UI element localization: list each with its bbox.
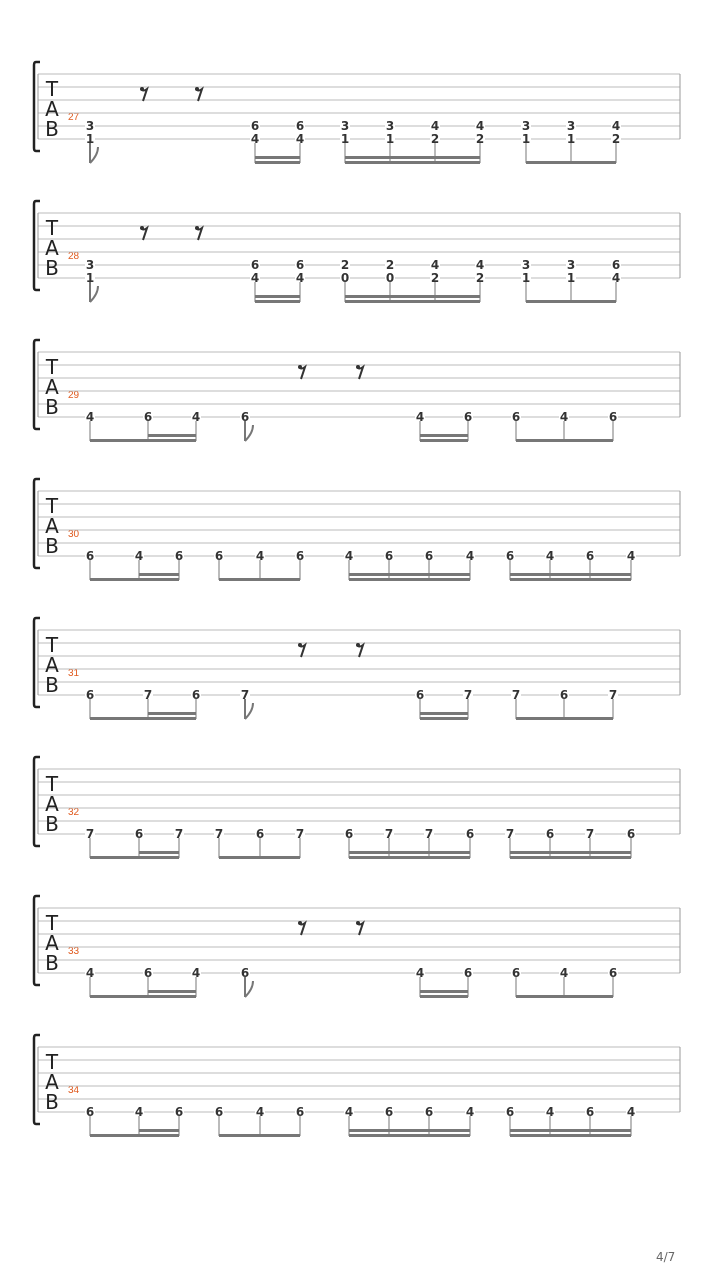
measure-number: 29 — [68, 390, 80, 401]
fret-number: 3 — [385, 119, 395, 133]
beam-secondary — [590, 1129, 631, 1132]
fret-number: 4 — [475, 258, 485, 272]
tab-system — [0, 1033, 720, 1172]
beam-secondary — [435, 295, 480, 298]
beam-secondary — [345, 156, 390, 159]
fret-number: 1 — [566, 271, 576, 285]
fret-number: 7 — [585, 827, 595, 841]
fret-number: 4 — [465, 1105, 475, 1119]
tab-clef-letter: T — [45, 772, 59, 796]
fret-number: 6 — [214, 549, 224, 563]
fret-number: 4 — [250, 132, 260, 146]
beam-secondary — [148, 712, 196, 715]
fret-number: 6 — [415, 688, 425, 702]
fret-number: 7 — [511, 688, 521, 702]
beam-secondary — [590, 851, 631, 854]
fret-number: 2 — [475, 271, 485, 285]
fret-number: 2 — [385, 258, 395, 272]
tab-clef-letter: B — [45, 673, 59, 697]
tab-clef-letter: T — [45, 1050, 59, 1074]
fret-number: 4 — [344, 549, 354, 563]
beam-secondary — [510, 1129, 550, 1132]
fret-number: 7 — [295, 827, 305, 841]
beam-secondary — [349, 851, 389, 854]
fret-number: 6 — [424, 549, 434, 563]
tab-clef-letter: T — [45, 911, 59, 935]
tab-clef-letter: A — [45, 1070, 59, 1094]
tab-clef-letter: B — [45, 117, 59, 141]
fret-number: 3 — [340, 119, 350, 133]
fret-number: 6 — [545, 827, 555, 841]
beam-primary — [516, 717, 613, 720]
tab-staff — [0, 60, 720, 199]
fret-number: 6 — [240, 966, 250, 980]
beam-secondary — [139, 851, 179, 854]
tab-clef-letter: B — [45, 951, 59, 975]
tab-clef-letter: A — [45, 653, 59, 677]
fret-number: 0 — [340, 271, 350, 285]
fret-number: 4 — [255, 1105, 265, 1119]
beam-secondary — [255, 295, 300, 298]
fret-number: 4 — [250, 271, 260, 285]
tab-clef-letter: B — [45, 534, 59, 558]
beam-primary — [219, 1134, 300, 1137]
beam-secondary — [429, 851, 470, 854]
fret-number: 6 — [465, 827, 475, 841]
beam-primary — [526, 300, 616, 303]
fret-number: 6 — [511, 966, 521, 980]
fret-number: 6 — [191, 688, 201, 702]
eighth-rest — [356, 365, 363, 379]
fret-number: 4 — [255, 549, 265, 563]
beam-secondary — [255, 156, 300, 159]
fret-number: 4 — [626, 1105, 636, 1119]
fret-number: 6 — [250, 119, 260, 133]
fret-number: 4 — [475, 119, 485, 133]
fret-number: 4 — [191, 966, 201, 980]
beam-primary — [90, 578, 179, 581]
fret-number: 6 — [608, 410, 618, 424]
fret-number: 4 — [344, 1105, 354, 1119]
fret-number: 6 — [174, 549, 184, 563]
fret-number: 7 — [240, 688, 250, 702]
measure-number: 32 — [68, 807, 80, 818]
fret-number: 6 — [463, 410, 473, 424]
system-bracket — [34, 618, 40, 707]
tab-system — [0, 338, 720, 477]
fret-number: 7 — [424, 827, 434, 841]
fret-number: 1 — [566, 132, 576, 146]
tab-clef-letter: T — [45, 494, 59, 518]
beam-primary — [510, 1134, 631, 1137]
fret-number: 1 — [385, 132, 395, 146]
tab-system — [0, 894, 720, 1033]
fret-number: 4 — [85, 966, 95, 980]
eighth-rest — [140, 226, 147, 240]
beam-primary — [420, 995, 468, 998]
eighth-rest — [195, 87, 202, 101]
beam-secondary — [420, 434, 468, 437]
fret-number: 6 — [134, 827, 144, 841]
beam-secondary — [389, 573, 429, 576]
beam-secondary — [349, 1129, 389, 1132]
beam-primary — [90, 717, 196, 720]
beam-primary — [345, 161, 480, 164]
eighth-rest — [298, 365, 305, 379]
eighth-rest — [298, 643, 305, 657]
fret-number: 6 — [585, 549, 595, 563]
beam-secondary — [550, 573, 590, 576]
tab-system — [0, 616, 720, 755]
fret-number: 4 — [295, 271, 305, 285]
fret-number: 3 — [85, 258, 95, 272]
fret-number: 2 — [430, 271, 440, 285]
fret-number: 4 — [465, 549, 475, 563]
fret-number: 2 — [340, 258, 350, 272]
tab-clef-letter: B — [45, 812, 59, 836]
fret-number: 7 — [143, 688, 153, 702]
note-flag — [245, 421, 253, 441]
fret-number: 7 — [85, 827, 95, 841]
beam-primary — [510, 578, 631, 581]
fret-number: 4 — [85, 410, 95, 424]
fret-number: 6 — [611, 258, 621, 272]
beam-secondary — [148, 434, 196, 437]
fret-number: 6 — [85, 688, 95, 702]
fret-number: 3 — [566, 258, 576, 272]
fret-number: 7 — [463, 688, 473, 702]
beam-primary — [420, 717, 468, 720]
fret-number: 4 — [191, 410, 201, 424]
beam-secondary — [550, 851, 590, 854]
tab-clef-letter: A — [45, 792, 59, 816]
fret-number: 6 — [143, 410, 153, 424]
tab-clef-letter: T — [45, 216, 59, 240]
tab-clef-letter: B — [45, 1090, 59, 1114]
fret-number: 4 — [415, 966, 425, 980]
tab-clef-letter: T — [45, 633, 59, 657]
beam-primary — [516, 439, 613, 442]
note-flag — [245, 699, 253, 719]
fret-number: 4 — [559, 966, 569, 980]
tab-staff — [0, 894, 720, 1033]
eighth-rest — [298, 921, 305, 935]
tab-clef-letter: T — [45, 355, 59, 379]
eighth-rest — [195, 226, 202, 240]
tab-system — [0, 477, 720, 616]
fret-number: 7 — [505, 827, 515, 841]
eighth-rest — [356, 921, 363, 935]
fret-number: 4 — [134, 1105, 144, 1119]
page-number: 4/7 — [656, 1250, 676, 1264]
beam-secondary — [390, 156, 435, 159]
beam-secondary — [349, 573, 389, 576]
fret-number: 4 — [295, 132, 305, 146]
fret-number: 1 — [85, 132, 95, 146]
beam-primary — [90, 995, 196, 998]
fret-number: 6 — [463, 966, 473, 980]
tab-staff — [0, 477, 720, 616]
fret-number: 1 — [85, 271, 95, 285]
fret-number: 6 — [626, 827, 636, 841]
tab-staff — [0, 338, 720, 477]
fret-number: 7 — [214, 827, 224, 841]
tab-staff — [0, 616, 720, 755]
measure-number: 28 — [68, 251, 80, 262]
beam-secondary — [429, 573, 470, 576]
beam-secondary — [550, 1129, 590, 1132]
fret-number: 6 — [424, 1105, 434, 1119]
fret-number: 6 — [295, 258, 305, 272]
fret-number: 7 — [384, 827, 394, 841]
beam-secondary — [429, 1129, 470, 1132]
fret-number: 6 — [85, 549, 95, 563]
beam-secondary — [139, 1129, 179, 1132]
fret-number: 4 — [626, 549, 636, 563]
note-flag — [90, 282, 98, 302]
fret-number: 6 — [384, 549, 394, 563]
tab-staff — [0, 755, 720, 894]
beam-secondary — [435, 156, 480, 159]
beam-primary — [349, 578, 470, 581]
fret-number: 3 — [85, 119, 95, 133]
tab-system — [0, 60, 720, 199]
system-bracket — [34, 340, 40, 429]
fret-number: 2 — [475, 132, 485, 146]
fret-number: 6 — [250, 258, 260, 272]
system-bracket — [34, 896, 40, 985]
beam-secondary — [389, 1129, 429, 1132]
fret-number: 6 — [255, 827, 265, 841]
beam-secondary — [420, 712, 468, 715]
fret-number: 4 — [545, 1105, 555, 1119]
tab-clef-letter: A — [45, 931, 59, 955]
beam-primary — [420, 439, 468, 442]
fret-number: 1 — [340, 132, 350, 146]
fret-number: 4 — [559, 410, 569, 424]
fret-number: 6 — [295, 549, 305, 563]
fret-number: 6 — [174, 1105, 184, 1119]
measure-number: 34 — [68, 1085, 80, 1096]
fret-number: 6 — [214, 1105, 224, 1119]
tab-system — [0, 199, 720, 338]
beam-secondary — [510, 851, 550, 854]
system-bracket — [34, 757, 40, 846]
fret-number: 6 — [511, 410, 521, 424]
beam-primary — [345, 300, 480, 303]
tab-clef-letter: A — [45, 514, 59, 538]
fret-number: 4 — [545, 549, 555, 563]
beam-primary — [90, 856, 179, 859]
fret-number: 6 — [384, 1105, 394, 1119]
fret-number: 3 — [521, 119, 531, 133]
fret-number: 6 — [505, 549, 515, 563]
fret-number: 6 — [295, 119, 305, 133]
beam-primary — [219, 856, 300, 859]
beam-primary — [349, 1134, 470, 1137]
eighth-rest — [140, 87, 147, 101]
beam-primary — [349, 856, 470, 859]
beam-secondary — [510, 573, 550, 576]
measure-number: 33 — [68, 946, 80, 957]
beam-primary — [90, 439, 196, 442]
beam-primary — [510, 856, 631, 859]
fret-number: 4 — [134, 549, 144, 563]
fret-number: 6 — [295, 1105, 305, 1119]
fret-number: 3 — [566, 119, 576, 133]
beam-primary — [90, 1134, 179, 1137]
system-bracket — [34, 62, 40, 151]
beam-secondary — [420, 990, 468, 993]
tab-system — [0, 755, 720, 894]
fret-number: 6 — [505, 1105, 515, 1119]
tab-clef-letter: A — [45, 236, 59, 260]
beam-primary — [255, 161, 300, 164]
beam-primary — [526, 161, 616, 164]
fret-number: 4 — [430, 119, 440, 133]
fret-number: 6 — [240, 410, 250, 424]
measure-number: 27 — [68, 112, 80, 123]
fret-number: 2 — [430, 132, 440, 146]
beam-secondary — [148, 990, 196, 993]
beam-primary — [219, 578, 300, 581]
fret-number: 1 — [521, 271, 531, 285]
measure-number: 31 — [68, 668, 80, 679]
tab-clef-letter: A — [45, 97, 59, 121]
beam-primary — [516, 995, 613, 998]
fret-number: 6 — [85, 1105, 95, 1119]
beam-secondary — [389, 851, 429, 854]
beam-secondary — [390, 295, 435, 298]
beam-primary — [255, 300, 300, 303]
measure-number: 30 — [68, 529, 80, 540]
note-flag — [245, 977, 253, 997]
tab-clef-letter: A — [45, 375, 59, 399]
eighth-rest — [356, 643, 363, 657]
fret-number: 6 — [559, 688, 569, 702]
fret-number: 6 — [344, 827, 354, 841]
system-bracket — [34, 479, 40, 568]
system-bracket — [34, 1035, 40, 1124]
fret-number: 7 — [174, 827, 184, 841]
fret-number: 6 — [608, 966, 618, 980]
fret-number: 1 — [521, 132, 531, 146]
beam-secondary — [590, 573, 631, 576]
tab-clef-letter: T — [45, 77, 59, 101]
fret-number: 4 — [430, 258, 440, 272]
fret-number: 4 — [611, 271, 621, 285]
system-bracket — [34, 201, 40, 290]
tab-clef-letter: B — [45, 395, 59, 419]
tab-staff — [0, 199, 720, 338]
fret-number: 0 — [385, 271, 395, 285]
fret-number: 6 — [585, 1105, 595, 1119]
note-flag — [90, 143, 98, 163]
fret-number: 6 — [143, 966, 153, 980]
fret-number: 4 — [415, 410, 425, 424]
fret-number: 3 — [521, 258, 531, 272]
tab-staff — [0, 1033, 720, 1172]
fret-number: 2 — [611, 132, 621, 146]
fret-number: 4 — [611, 119, 621, 133]
beam-secondary — [139, 573, 179, 576]
fret-number: 7 — [608, 688, 618, 702]
beam-secondary — [345, 295, 390, 298]
tab-clef-letter: B — [45, 256, 59, 280]
